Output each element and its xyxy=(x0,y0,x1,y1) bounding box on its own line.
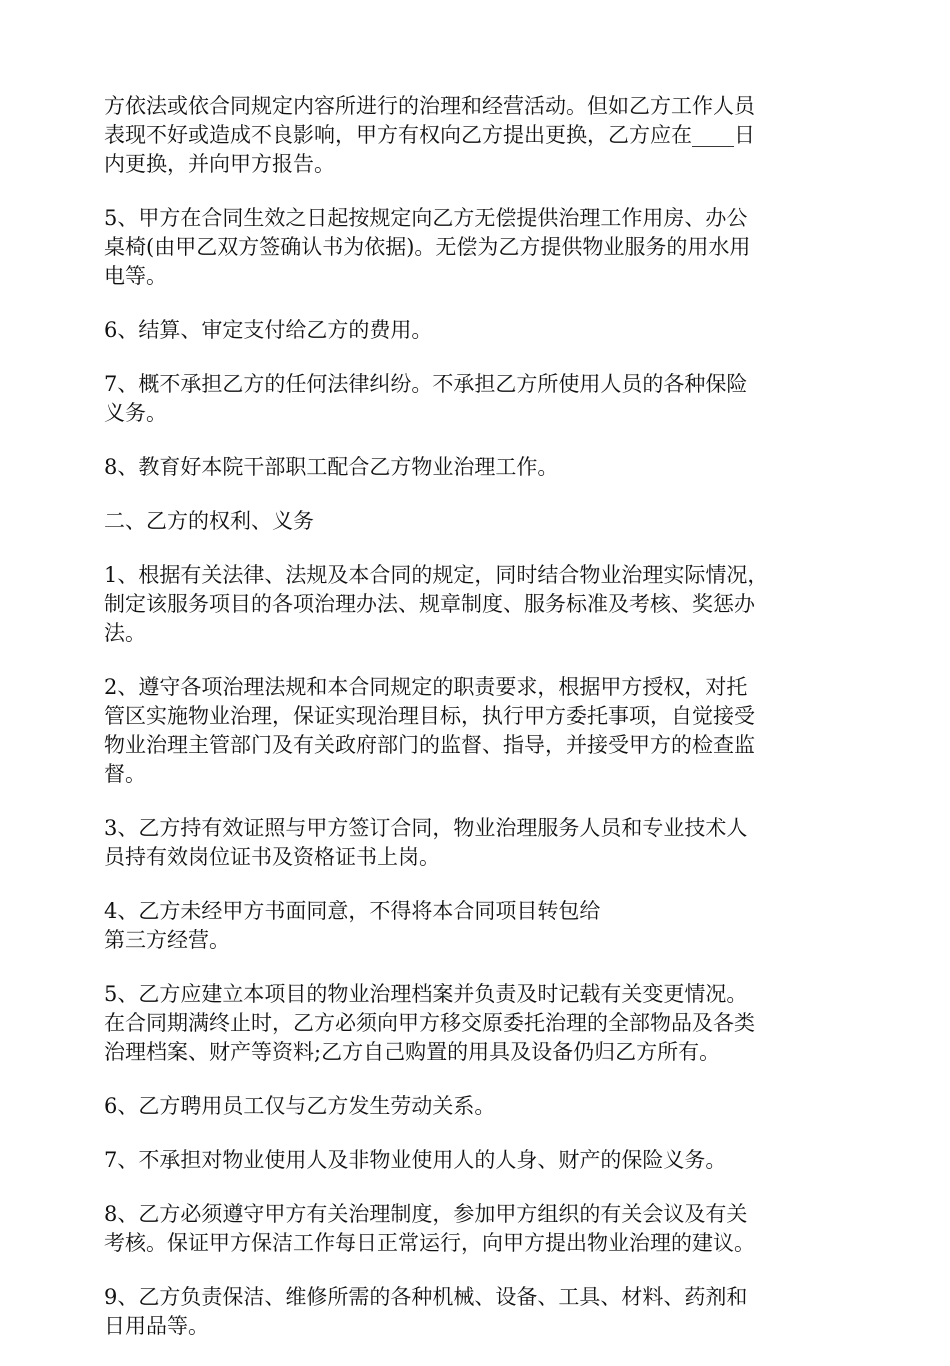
paragraph-line: 7、概不承担乙方的任何法律纠纷。不承担乙方所使用人员的各种保险 xyxy=(104,372,748,396)
paragraph-line: 二、乙方的权利、义务 xyxy=(104,509,314,533)
paragraph-2 xyxy=(104,204,864,291)
paragraph-line: 表现不好或造成不良影响，甲方有权向乙方提出更换，乙方应在____日 xyxy=(104,123,755,147)
paragraph-line: 督。 xyxy=(104,762,146,786)
paragraph-line: 法。 xyxy=(104,621,146,645)
paragraph-line: 义务。 xyxy=(104,401,167,425)
paragraph-13 xyxy=(104,1146,864,1175)
paragraph-11 xyxy=(104,980,864,1067)
paragraph-8 xyxy=(104,673,864,789)
document-page xyxy=(104,92,864,1366)
paragraph-4 xyxy=(104,370,864,428)
paragraph-15 xyxy=(104,1283,864,1341)
paragraph-line: 方依法或依合同规定内容所进行的治理和经营活动。但如乙方工作人员 xyxy=(104,94,755,118)
paragraph-line: 7、不承担对物业使用人及非物业使用人的人身、财产的保险义务。 xyxy=(104,1148,727,1172)
paragraph-line: 考核。保证甲方保洁工作每日正常运行，向甲方提出物业治理的建议。 xyxy=(104,1231,755,1255)
paragraph-line: 1、根据有关法律、法规及本合同的规定，同时结合物业治理实际情况， xyxy=(104,563,769,587)
paragraph-line: 2、遵守各项治理法规和本合同规定的职责要求，根据甲方授权，对托 xyxy=(104,675,748,699)
paragraph-line: 管区实施物业治理，保证实现治理目标，执行甲方委托事项，自觉接受 xyxy=(104,704,755,728)
paragraph-line: 桌椅(由甲乙双方签确认书为依据)。无偿为乙方提供物业服务的用水用 xyxy=(104,235,751,259)
paragraph-1 xyxy=(104,92,864,179)
paragraph-10 xyxy=(104,897,864,955)
paragraph-line: 4、乙方未经甲方书面同意，不得将本合同项目转包给 xyxy=(104,899,601,923)
paragraph-9 xyxy=(104,814,864,872)
paragraph-14 xyxy=(104,1200,864,1258)
paragraph-line: 5、乙方应建立本项目的物业治理档案并负责及时记载有关变更情况。 xyxy=(104,982,748,1006)
paragraph-line: 内更换，并向甲方报告。 xyxy=(104,152,335,176)
paragraph-line: 物业治理主管部门及有关政府部门的监督、指导，并接受甲方的检查监 xyxy=(104,733,755,757)
paragraph-7 xyxy=(104,561,864,648)
paragraph-12 xyxy=(104,1092,864,1121)
paragraph-line: 6、乙方聘用员工仅与乙方发生劳动关系。 xyxy=(104,1094,496,1118)
paragraph-line: 治理档案、财产等资料;乙方自己购置的用具及设备仍归乙方所有。 xyxy=(104,1040,721,1064)
paragraph-line: 9、乙方负责保洁、维修所需的各种机械、设备、工具、材料、药剂和 xyxy=(104,1285,748,1309)
paragraph-line: 8、教育好本院干部职工配合乙方物业治理工作。 xyxy=(104,455,559,479)
paragraph-line: 第三方经营。 xyxy=(104,928,230,952)
paragraph-line: 日用品等。 xyxy=(104,1314,209,1338)
paragraph-line: 制定该服务项目的各项治理办法、规章制度、服务标准及考核、奖惩办 xyxy=(104,592,755,616)
paragraph-line: 电等。 xyxy=(104,264,167,288)
paragraph-line: 员持有效岗位证书及资格证书上岗。 xyxy=(104,845,440,869)
paragraph-line: 5、甲方在合同生效之日起按规定向乙方无偿提供治理工作用房、办公 xyxy=(104,206,748,230)
section-heading xyxy=(104,507,864,536)
paragraph-line: 3、乙方持有效证照与甲方签订合同，物业治理服务人员和专业技术人 xyxy=(104,816,748,840)
paragraph-3 xyxy=(104,316,864,345)
paragraph-line: 8、乙方必须遵守甲方有关治理制度，参加甲方组织的有关会议及有关 xyxy=(104,1202,748,1226)
paragraph-line: 6、结算、审定支付给乙方的费用。 xyxy=(104,318,433,342)
paragraph-line: 在合同期满终止时，乙方必须向甲方移交原委托治理的全部物品及各类 xyxy=(104,1011,755,1035)
paragraph-5 xyxy=(104,453,864,482)
